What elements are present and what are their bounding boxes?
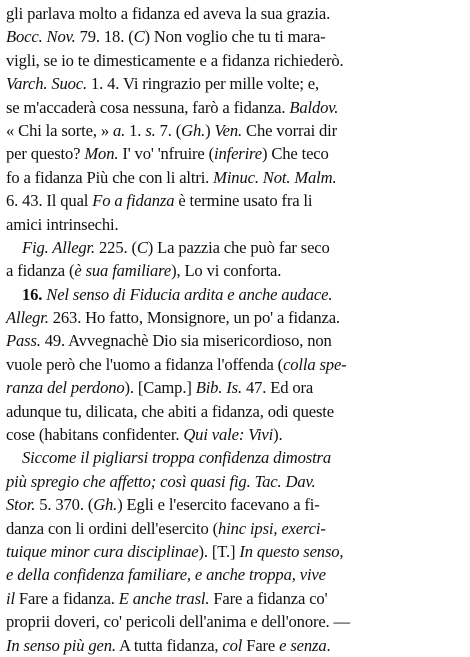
text-run: . [326,635,331,655]
text-run: 1. 4. Vi ringrazio per mille volte; e, [87,74,320,94]
text-run: 1. [125,120,146,140]
text-run [6,238,22,257]
italic-run: Stor. [6,495,36,515]
text-run: vuole però che l'uomo a fidanza l'offenda ( [6,354,284,374]
text-line [6,213,464,236]
text-run: vigli, se io te dimesticamente e a fidanza richiederò. [6,50,344,70]
text-line [6,610,464,633]
text-line [6,166,464,189]
text-line [6,329,464,352]
bold-run: 16. [22,284,43,304]
italic-run: Bib. Is. [195,378,242,398]
text-run: 263. Ho fatto, Monsignore, un po' a fidanza. [48,308,340,328]
italic-run: è sua familiare [74,261,172,281]
italic-run: Allegr. [6,308,49,328]
text-run: se m'accaderà cosa nessuna, farò a fidanza. [6,97,290,117]
italic-run: Varch. Suoc. [6,74,87,94]
italic-run: Fo a fidanza [92,191,175,211]
text-run: « Chi la sorte, » [6,120,113,140]
text-run: 7. ( [155,120,182,140]
text-line [6,236,464,259]
italic-run: Mon. [84,144,119,164]
text-run [6,285,22,304]
italic-run: Gh. [181,120,206,140]
text-run: per questo? [6,144,85,164]
text-line [6,119,464,142]
italic-run: Ven. [214,120,243,140]
text-line [6,96,464,119]
text-run: ) La pazzia che può far seco [147,237,330,257]
text-line [6,142,464,165]
text-run: ). [273,425,283,445]
text-run: ) Che teco [261,144,329,164]
dictionary-page [6,2,464,657]
text-run: ) [205,120,215,140]
italic-run: C [133,27,145,47]
text-line [6,540,464,563]
italic-run: Minuc. Not. Malm. [213,167,337,187]
text-run: ) Egli e l'esercito facevano a fi- [117,495,320,515]
italic-run: hinc ipsi, exerci- [218,518,326,538]
text-run: A tutta fidanza, [115,635,223,655]
text-run: è termine usato fra li [174,191,313,211]
text-line [6,283,464,306]
text-line [6,25,464,48]
text-run: Che vorrai dir [242,120,338,140]
italic-run: il [6,588,15,608]
text-run: proprii doveri, co' pericoli dell'anima e dell'onore. — [6,612,351,632]
italic-run: Qui vale: Vivi [183,425,274,445]
italic-run: In senso più gen. [6,635,116,655]
text-line [6,376,464,399]
text-run: Fare a fidanza co' [209,588,328,608]
text-run: 6. 43. Il qual [6,191,93,211]
text-line [6,517,464,540]
italic-run: Siccome il pigliarsi troppa confidenza dimostra [22,448,331,468]
text-run: danza con li ordini dell'esercito ( [6,518,218,538]
text-line [6,353,464,376]
text-run: amici intrinsechi. [6,214,119,234]
text-run: gli parlava molto a fidanza ed aveva la sua grazia. [6,4,331,23]
italic-run: Bocc. Nov. [6,27,76,47]
text-run: Fare a fidanza. [14,588,119,608]
text-line [6,189,464,212]
text-run: cose (habitans confidenter. [6,425,184,445]
text-run: ) Non voglio che tu ti mara- [144,27,326,47]
text-line [6,423,464,446]
text-line [6,634,464,657]
italic-run: In questo senso, [239,541,344,561]
italic-run: Fig. Allegr. [22,237,96,257]
text-run: ), Lo vi conforta. [171,261,282,281]
text-run: 47. Ed ora [241,378,314,398]
text-run: Fare [242,635,280,655]
italic-run: s. [145,120,156,140]
italic-run: tuique minor cura disciplinae [6,541,199,561]
italic-run: Pass. [6,331,41,351]
italic-run: e della confidenza familiare, e anche troppa, vive [6,565,326,585]
italic-run: ranza del perdono [6,378,125,398]
italic-run: e senza [279,635,327,655]
text-run: a fidanza ( [6,261,75,281]
text-line [6,259,464,282]
text-run: 5. 370. ( [35,495,94,515]
text-run [6,448,22,467]
text-line [6,493,464,516]
text-line [6,49,464,72]
italic-run: a. [113,120,126,140]
text-line [6,2,464,25]
text-run: adunque tu, dilicata, che abiti a fidanza, odi queste [6,401,334,421]
italic-run: C [136,237,148,257]
italic-run: E anche trasl. [118,588,210,608]
text-line [6,563,464,586]
text-run: ). [Camp.] [124,378,196,398]
text-line [6,400,464,423]
text-run: 79. 18. ( [75,27,134,47]
text-run: ). [T.] [198,541,240,561]
text-line [6,470,464,493]
text-run: I' vo' 'nfruire ( [118,144,214,164]
text-line [6,306,464,329]
text-line [6,72,464,95]
italic-run: Nel senso di Fiducia ardita e anche audace. [42,284,333,304]
text-line [6,587,464,610]
italic-run: colla spe- [283,354,347,374]
italic-run: Gh. [93,495,118,515]
italic-run: Baldov. [289,97,339,117]
italic-run: col [222,635,243,655]
italic-run: inferire [214,144,262,164]
text-run: 49. Avvegnachè Dio sia misericordioso, non [40,331,332,351]
italic-run: più spregio che affetto; così quasi fig. Tac. Dav. [6,471,316,491]
text-run: fo a fidanza Più che con li altri. [6,167,214,187]
text-line [6,446,464,469]
text-run: 225. ( [95,237,137,257]
